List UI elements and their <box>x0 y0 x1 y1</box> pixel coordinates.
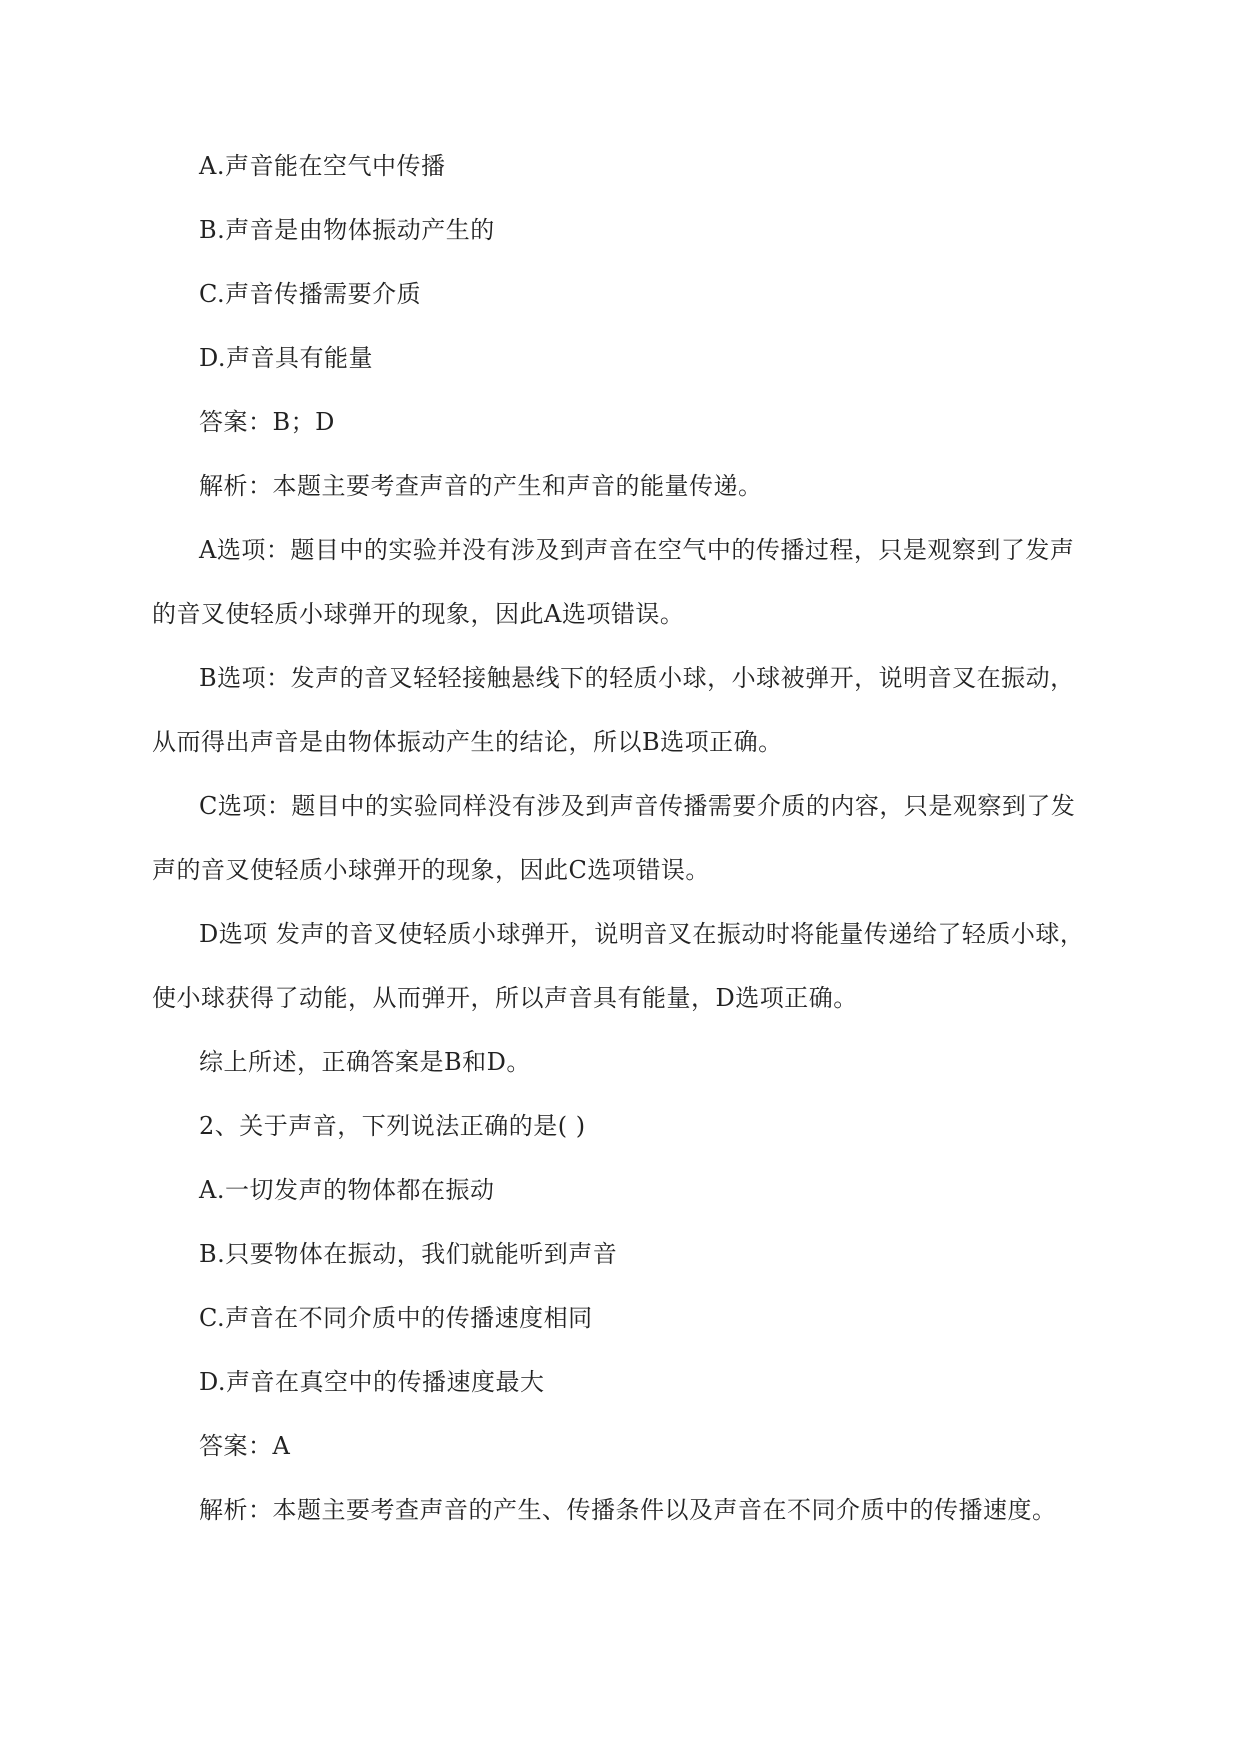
q1-analysis-d-line1: D选项 发声的音叉使轻质小球弹开，说明音叉在振动时将能量传递给了轻质小球， <box>199 920 1085 948</box>
q1-option-a: A.声音能在空气中传播 <box>199 152 446 180</box>
q1-summary: 综上所述，正确答案是B和D。 <box>199 1048 531 1076</box>
q2-option-c: C.声音在不同介质中的传播速度相同 <box>199 1304 593 1332</box>
q1-analysis-b-line2: 从而得出声音是由物体振动产生的结论，所以B选项正确。 <box>152 728 783 756</box>
q2-option-d: D.声音在真空中的传播速度最大 <box>199 1368 545 1396</box>
q2-answer: 答案：A <box>199 1432 291 1460</box>
q1-option-b: B.声音是由物体振动产生的 <box>199 216 495 244</box>
q1-option-d: D.声音具有能量 <box>199 344 374 372</box>
q1-analysis-a-line1: A选项：题目中的实验并没有涉及到声音在空气中的传播过程，只是观察到了发声 <box>199 536 1075 564</box>
q2-question: 2、关于声音，下列说法正确的是( ) <box>199 1112 586 1140</box>
q1-answer: 答案：B；D <box>199 408 335 436</box>
q1-analysis-intro: 解析：本题主要考查声音的产生和声音的能量传递。 <box>199 472 763 500</box>
q1-option-c: C.声音传播需要介质 <box>199 280 422 308</box>
q1-analysis-c-line2: 声的音叉使轻质小球弹开的现象，因此C选项错误。 <box>152 856 710 884</box>
q2-option-a: A.一切发声的物体都在振动 <box>199 1176 495 1204</box>
q2-option-b: B.只要物体在振动，我们就能听到声音 <box>199 1240 618 1268</box>
q1-analysis-b-line1: B选项：发声的音叉轻轻接触悬线下的轻质小球，小球被弹开，说明音叉在振动， <box>199 664 1075 692</box>
q2-analysis-intro: 解析：本题主要考查声音的产生、传播条件以及声音在不同介质中的传播速度。 <box>199 1496 1057 1524</box>
q1-analysis-c-line1: C选项：题目中的实验同样没有涉及到声音传播需要介质的内容，只是观察到了发 <box>199 792 1076 820</box>
q1-analysis-d-line2: 使小球获得了动能，从而弹开，所以声音具有能量，D选项正确。 <box>152 984 858 1012</box>
q1-analysis-a-line2: 的音叉使轻质小球弹开的现象，因此A选项错误。 <box>152 600 685 628</box>
